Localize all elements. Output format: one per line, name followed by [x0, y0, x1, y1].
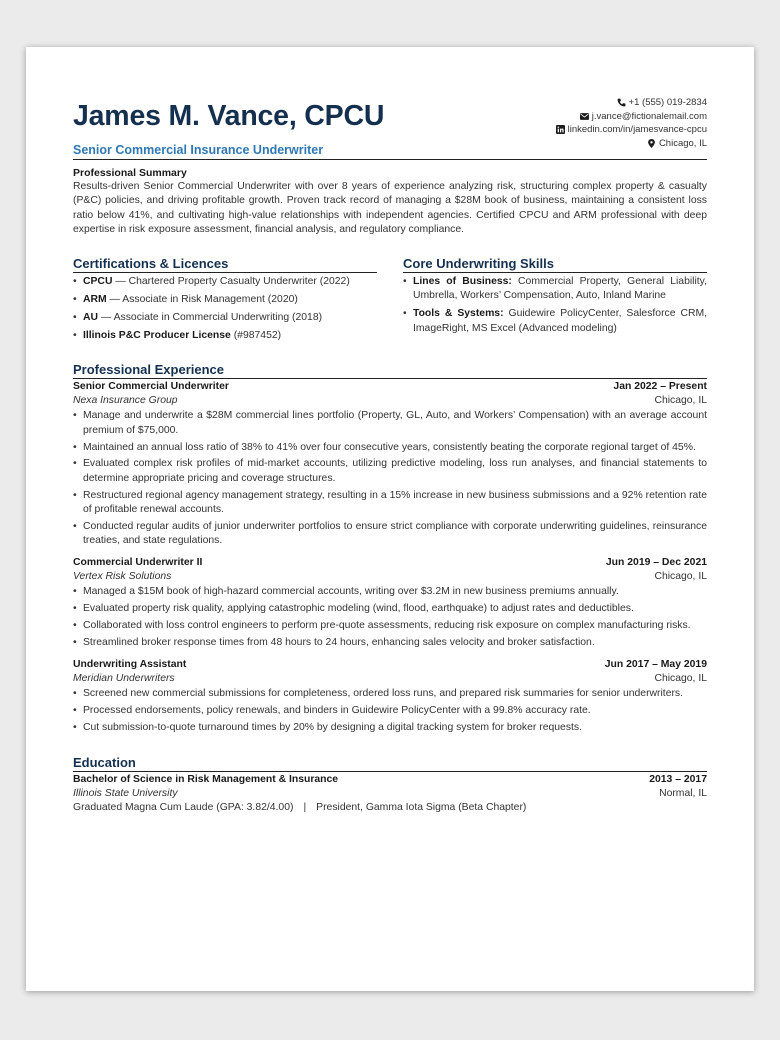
list-item: • Manage and underwrite a $28M commercial lines portfolio (Property, GL, Auto, and Workers’ Compensation) with an average account premium of $75,000.: [73, 409, 707, 438]
education-separator: |: [303, 802, 307, 814]
list-item: • Restructured regional agency management strategy, resulting in a 15% increase in new business submissions and a 92% retention rate of profitable renewal accounts.: [73, 489, 707, 518]
envelope-icon: [580, 112, 589, 121]
list-item: • Evaluated property risk quality, applying catastrophic modeling (wind, flood, earthquake) to adjust rates and deductibles.: [73, 602, 707, 616]
job-bullets: [73, 687, 707, 735]
skills-title: Core Underwriting Skills: [403, 256, 707, 273]
email-link[interactable]: j.vance@fictionalemail.com: [591, 110, 707, 122]
job-dates: Jun 2017 – May 2019: [604, 659, 707, 671]
school-name: Illinois State University: [73, 788, 178, 800]
job-title: Underwriting Assistant: [73, 659, 187, 671]
summary-heading: Professional Summary: [73, 167, 187, 179]
contact-linkedin: [556, 123, 707, 137]
list-item: • AU — Associate in Commercial Underwriting (2018): [73, 311, 377, 325]
job-bullets: [73, 409, 707, 548]
skills-list: [403, 275, 707, 336]
job-dates: Jan 2022 – Present: [613, 381, 707, 393]
resume-page: [26, 47, 754, 991]
education-honor: Graduated Magna Cum Laude (GPA: 3.82/4.00): [73, 802, 294, 814]
company-name: Vertex Risk Solutions: [73, 571, 172, 583]
experience-section: [73, 362, 707, 735]
contact-phone: [556, 96, 707, 110]
job-title: Senior Commercial Underwriter: [73, 381, 229, 393]
degree-name: Bachelor of Science in Risk Management & Insurance: [73, 774, 339, 786]
list-item: • Evaluated complex risk profiles of mid-market accounts, utilizing predictive modeling, loss run analyses, and financial statements to determine appropriate pricing and coverage structures.: [73, 457, 707, 486]
linkedin-icon: [556, 125, 565, 134]
education-activity: President, Gamma Iota Sigma (Beta Chapter): [316, 802, 527, 814]
candidate-title: Senior Commercial Insurance Underwriter: [73, 143, 324, 157]
school-location: Normal, IL: [659, 788, 707, 800]
company-name: Nexa Insurance Group: [73, 395, 178, 407]
candidate-name: James M. Vance, CPCU: [73, 100, 385, 132]
phone-text[interactable]: +1 (555) 019-2834: [628, 97, 707, 108]
education-details: [73, 801, 707, 815]
list-item: • Processed endorsements, policy renewals, and binders in Guidewire PolicyCenter with a 99.8% accuracy rate.: [73, 704, 707, 718]
list-item: • ARM — Associate in Risk Management (2020): [73, 293, 377, 307]
list-item: • Tools & Systems: Guidewire PolicyCenter, Salesforce CRM, ImageRight, MS Excel (Advanced modeling): [403, 307, 707, 336]
list-item: • Screened new commercial submissions for completeness, ordered loss runs, and prepared risk summaries for senior underwriters.: [73, 687, 707, 701]
certs-skills-row: [73, 256, 707, 346]
education-section: [73, 755, 707, 815]
certifications-section: [73, 256, 377, 346]
header-divider: [73, 159, 707, 160]
list-item: • Managed a $15M book of high-hazard commercial accounts, writing over $3.2M in new business premiums annually.: [73, 585, 707, 599]
education-dates: 2013 – 2017: [649, 774, 707, 786]
job-title: Commercial Underwriter II: [73, 557, 203, 569]
job-entry: [73, 658, 707, 735]
job-location: Chicago, IL: [654, 395, 707, 407]
job-entry: [73, 556, 707, 650]
linkedin-link[interactable]: linkedin.com/in/jamesvance-cpcu: [567, 124, 707, 135]
job-location: Chicago, IL: [654, 571, 707, 583]
list-item: • CPCU — Chartered Property Casualty Underwriter (2022): [73, 275, 377, 289]
education-title: Education: [73, 755, 707, 772]
resume-header: [73, 47, 707, 161]
skills-section: [403, 256, 707, 346]
company-name: Meridian Underwriters: [73, 673, 175, 685]
summary-text: Results-driven Senior Commercial Underwriter with over 8 years of experience analyzing risk, structuring complex property & casualty (P&C) policies, and driving profitable growth. Proven track record of managing a $28M book of business, maintaining a consistent loss ratio below 41%, and cultivating high-value relationships with independent agencies. Certified CPCU and ARM professional with deep expertise in risk exposure assessment, financial analysis, and regulatory compliance.: [73, 181, 707, 235]
contact-block: [556, 96, 707, 150]
summary-section: [73, 167, 707, 237]
map-pin-icon: [647, 139, 656, 148]
list-item: • Collaborated with loss control engineers to perform pre-quote assessments, reducing risk exposure on complex manufacturing risks.: [73, 619, 707, 633]
location-text: Chicago, IL: [658, 137, 707, 149]
certifications-title: Certifications & Licences: [73, 256, 377, 273]
contact-location: [556, 137, 707, 151]
education-entry: [73, 773, 707, 815]
experience-title: Professional Experience: [73, 362, 707, 379]
list-item: • Lines of Business: Commercial Property, General Liability, Umbrella, Workers’ Compensation, Auto, Inland Marine: [403, 275, 707, 304]
list-item: • Conducted regular audits of junior underwriter portfolios to ensure strict compliance with corporate underwriting guidelines, reinsurance treaties, and state regulations.: [73, 520, 707, 549]
list-item: • Maintained an annual loss ratio of 38% to 41% over four consecutive years, consistently beating the corporate regional target of 45%.: [73, 441, 707, 455]
job-dates: Jun 2019 – Dec 2021: [605, 557, 707, 569]
phone-icon: [617, 98, 626, 107]
job-entry: [73, 380, 707, 548]
list-item: • Illinois P&C Producer License (#987452): [73, 329, 377, 343]
contact-email: [556, 110, 707, 124]
job-location: Chicago, IL: [654, 673, 707, 685]
list-item: • Cut submission-to-quote turnaround times by 20% by designing a digital tracking system for broker requests.: [73, 721, 707, 735]
job-bullets: [73, 585, 707, 650]
certifications-list: [73, 275, 377, 343]
list-item: • Streamlined broker response times from 48 hours to 24 hours, enhancing sales velocity and broker satisfaction.: [73, 636, 707, 650]
